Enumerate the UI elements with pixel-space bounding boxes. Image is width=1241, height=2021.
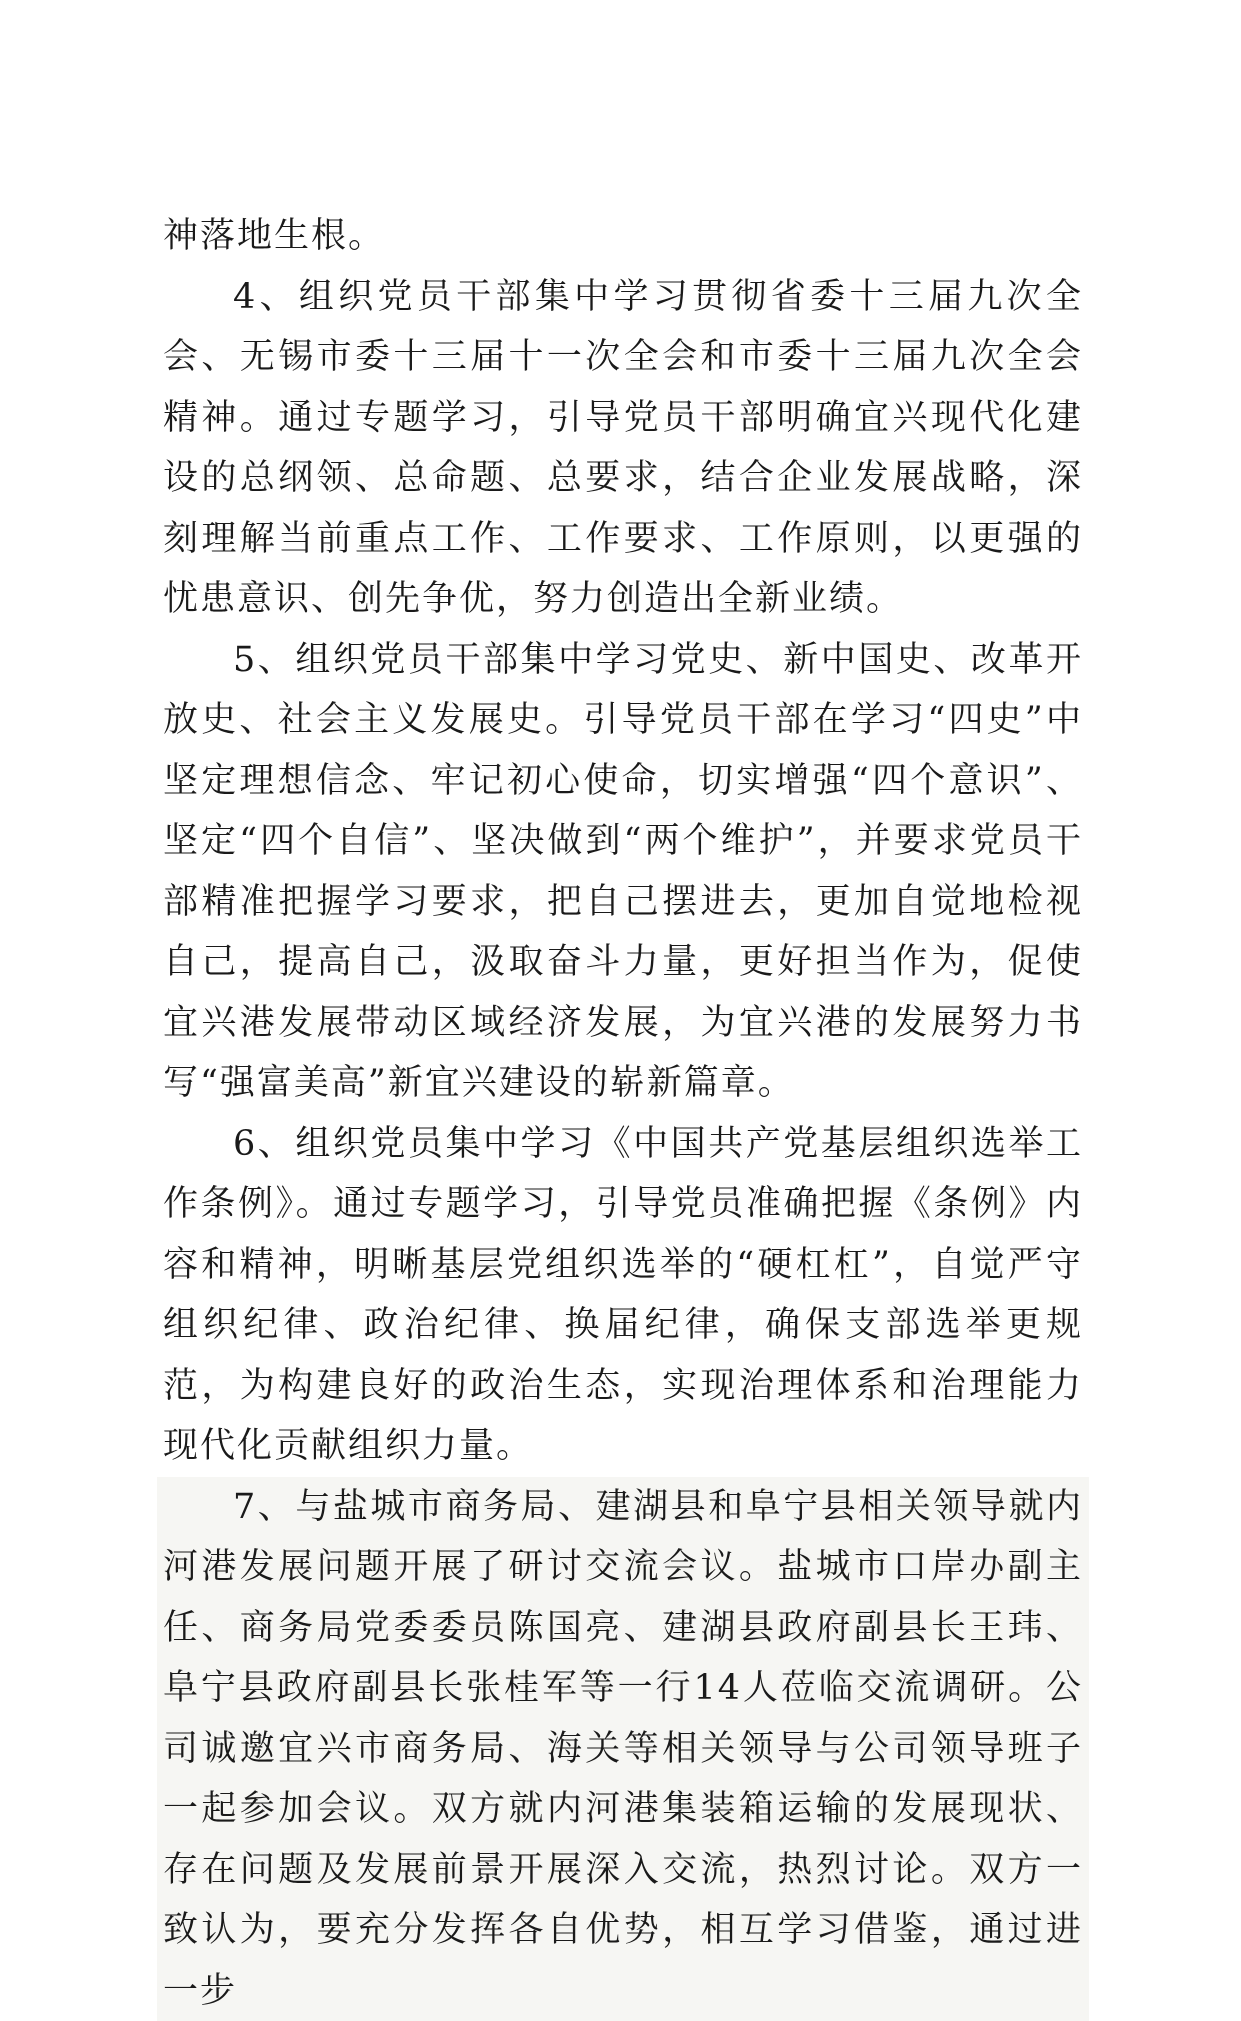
- paragraph-item-4: 4、组织党员干部集中学习贯彻省委十三届九次全会、无锡市委十三届十一次全会和市委十三届九次全会精神。通过专题学习，引导党员干部明确宜兴现代化建设的总纲领、总命题、总要求，结合企业发展战略，深刻理解当前重点工作、工作要求、工作原则，以更强的忧患意识、创先争优，努力创造出全新业绩。: [163, 267, 1083, 630]
- paragraph-item-5: 5、组织党员干部集中学习党史、新中国史、改革开放史、社会主义发展史。引导党员干部在学习“四史”中坚定理想信念、牢记初心使命，切实增强“四个意识”、坚定“四个自信”、坚决做到“两个维护”，并要求党员干部精准把握学习要求，把自己摆进去，更加自觉地检视自己，提高自己，汲取奋斗力量，更好担当作为，促使宜兴港发展带动区域经济发展，为宜兴港的发展努力书写“强富美高”新宜兴建设的崭新篇章。: [163, 630, 1083, 1114]
- paragraph-item-7: 7、与盐城市商务局、建湖县和阜宁县相关领导就内河港发展问题开展了研讨交流会议。盐城市口岸办副主任、商务局党委委员陈国亮、建湖县政府副县长王玮、阜宁县政府副县长张桂军等一行14人莅临交流调研。公司诚邀宜兴市商务局、海关等相关领导与公司领导班子一起参加会议。双方就内河港集装箱运输的发展现状、存在问题及发展前景开展深入交流，热烈讨论。双方一致认为，要充分发挥各自优势，相互学习借鉴，通过进一步: [157, 1477, 1089, 2021]
- document-body: [163, 206, 1083, 2021]
- paragraph-item-6: 6、组织党员集中学习《中国共产党基层组织选举工作条例》。通过专题学习，引导党员准确把握《条例》内容和精神，明晰基层党组织选举的“硬杠杠”，自觉严守组织纪律、政治纪律、换届纪律，确保支部选举更规范，为构建良好的政治生态，实现治理体系和治理能力现代化贡献组织力量。: [163, 1114, 1083, 1477]
- paragraph-continuation: 神落地生根。: [163, 206, 1083, 267]
